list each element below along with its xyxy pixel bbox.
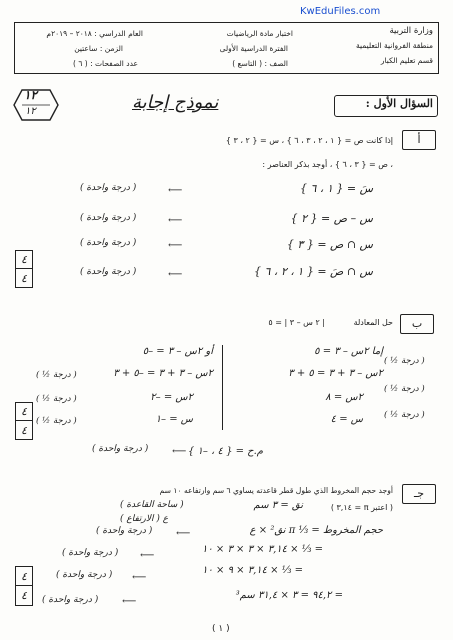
part-b-mark-right-2: ( ½ درجة ) [384, 384, 425, 394]
part-c-mark-2: ( درجة واحدة ) [62, 548, 119, 558]
part-b-score-bottom: ٤ [21, 423, 27, 437]
total-score-bottom: ١٢ [25, 106, 36, 117]
part-b-left-line-2: ٢س – ٣ + ٣ = –٥ + ٣ [113, 368, 213, 379]
ministry-name: وزارة التربية [389, 26, 433, 36]
part-b-left-line-4: س = –١ [155, 414, 193, 425]
part-a-instruction: ، ص = { ٣ ، ٦ } ، أوجد بذكر العناصر : [262, 160, 393, 169]
total-score-top: ١٢ [24, 88, 37, 102]
department-name: قسم تعليم الكبار [380, 56, 433, 65]
part-a-statement: إذا كانت ص = { ١ ، ٢ ، ٣ ، ٦ } ، س = { ٢ ، ٣ } [225, 136, 393, 145]
arrow-icon: ⟵ [176, 528, 191, 539]
website-label[interactable]: KwEduFiles.com [300, 6, 381, 17]
arrow-icon: ⟵ [172, 446, 187, 457]
part-c-radius-mark: ( ساحة القاعدة ) [120, 500, 184, 510]
exam-duration: الزمن : ساعتين [74, 44, 123, 53]
part-c-score-top: ٤ [16, 567, 32, 586]
question-title: السؤال الأول : [365, 97, 433, 110]
part-a-answer-2: س – ص = { ٢ } [290, 212, 373, 225]
part-c-statement: أوجد حجم المخروط الذي طول قطر قاعدته يساوي ٦ سم وارتفاعه ١٠ سم [159, 486, 393, 495]
part-c-mark-4: ( درجة واحدة ) [42, 595, 99, 605]
part-c-line-1: حجم المخروط = ⅓ π نق² × ع [249, 525, 383, 536]
part-b-right-line-1: إما ٢س – ٣ = ٥ [314, 346, 383, 357]
part-b-solution: م.ح = { ٤ ، –١ } [188, 446, 263, 457]
part-b-statement: حل المعادلة [353, 318, 393, 327]
part-c-mark-1: ( درجة واحدة ) [96, 526, 153, 536]
arrow-icon: ⟵ [168, 215, 183, 226]
part-c-pi-note: ( اعتبر π = ٣,١٤ ) [330, 503, 393, 512]
part-c-radius: نق = ٣ سم [253, 500, 303, 511]
part-b-right-line-3: ٢س = ٨ [325, 392, 363, 403]
exam-grade: الصف : ( التاسع ) [232, 59, 288, 68]
part-b-left-line-3: ٢س = –٢ [150, 392, 193, 403]
exam-term: الفترة الدراسية الأولى [219, 44, 288, 53]
page-count: عدد الصفحات : ( ٦ ) [73, 59, 138, 68]
part-b-mark-right-3: ( ½ درجة ) [384, 410, 425, 420]
part-b-label: ب [400, 314, 434, 334]
part-a-score-box [15, 250, 33, 288]
part-b-mark-left-1: ( ½ درجة ) [36, 370, 77, 380]
part-a-score-bottom: ٤ [21, 271, 27, 285]
part-c-height-note: ع ( الارتفاع ) [120, 514, 169, 524]
part-b-mark-left-2: ( ½ درجة ) [36, 394, 77, 404]
column-divider [222, 345, 223, 430]
part-c-line-3: = ⅓ × ٣,١٤ × ٩ × ١٠ [202, 565, 303, 576]
part-c-score-bottom: ٤ [21, 589, 27, 602]
part-c-line-4: = ٩٤,٢ = ٣ × ٣١,٤ سم³ [235, 590, 343, 601]
part-b-mark-left-3: ( ½ درجة ) [36, 416, 77, 426]
part-a-mark-1: ( درجة واحدة ) [80, 183, 137, 193]
part-c-line-2: = ⅓ × ٣,١٤ × ٣ × ٣ × ١٠ [201, 544, 323, 555]
part-a-answer-4: س ∩ صَ = { ١ ، ٢ ، ٦ } [253, 265, 373, 278]
arrow-icon: ⟵ [168, 240, 183, 251]
part-c-score-box [15, 566, 33, 606]
part-b-equation: | ٢ س – ٣ | = ٥ [268, 318, 325, 327]
part-a-mark-3: ( درجة واحدة ) [80, 238, 137, 248]
arrow-icon: ⟵ [140, 550, 155, 561]
part-c-mark-3: ( درجة واحدة ) [56, 570, 113, 580]
model-answer-title: نموذج إجابة [132, 92, 219, 113]
part-b-right-line-4: س = ٤ [330, 414, 363, 425]
arrow-icon: ⟵ [132, 572, 147, 583]
district-name: منطقة الفروانية التعليمية [355, 41, 433, 50]
arrow-icon: ⟵ [122, 596, 137, 607]
part-b-solution-mark: ( درجة واحدة ) [92, 444, 149, 454]
part-a-answer-1: سَ = { ١ ، ٦ } [299, 182, 373, 195]
school-year: العام الدراسي : ٢٠١٨ – ٢٠١٩م [46, 29, 143, 38]
part-c-label: جـ [402, 484, 436, 504]
part-b-right-line-2: ٢س – ٣ + ٣ = ٥ + ٣ [288, 368, 383, 379]
page-number: ( ١ ) [212, 624, 230, 634]
arrow-icon: ⟵ [168, 185, 183, 196]
part-a-mark-4: ( درجة واحدة ) [80, 267, 137, 277]
part-b-left-line-1: أو ٢س – ٣ = –٥ [142, 346, 213, 357]
part-a-label: أ [402, 130, 436, 150]
part-a-answer-3: س ∩ ص = { ٣ } [286, 238, 373, 251]
part-b-mark-right-1: ( ½ درجة ) [384, 356, 425, 366]
part-a-mark-2: ( درجة واحدة ) [80, 213, 137, 223]
part-b-score-top: ٤ [16, 403, 32, 421]
arrow-icon: ⟵ [168, 269, 183, 280]
part-b-score-box [15, 402, 33, 440]
part-a-score-top: ٤ [16, 251, 32, 269]
exam-subject: اختبار مادة الرياضيات [226, 29, 293, 38]
